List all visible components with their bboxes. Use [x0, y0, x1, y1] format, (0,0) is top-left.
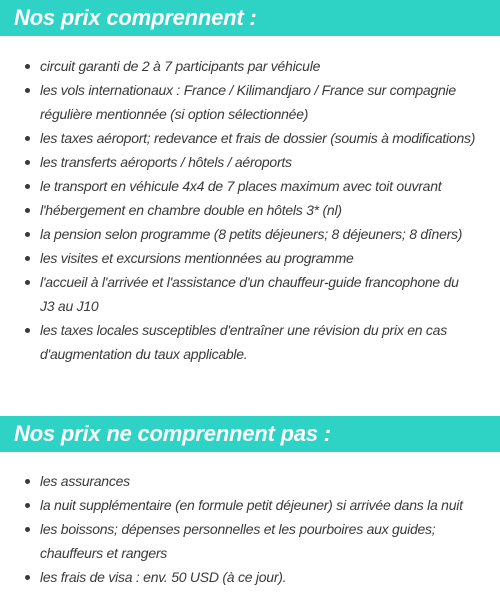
list-item-text: les boissons; dépenses personnelles et les pourboires aux guides;	[40, 521, 436, 537]
bullet-icon	[25, 280, 30, 285]
list-item	[0, 565, 500, 589]
list-item-text: circuit garanti de 2 à 7 participants par véhicule	[40, 58, 321, 74]
list-item-text: régulière mentionnée (si option sélectionnée)	[40, 106, 309, 122]
list-item	[0, 150, 500, 174]
bullet-icon	[25, 88, 30, 93]
bullet-icon	[25, 575, 30, 580]
list-item	[0, 198, 500, 222]
list-item-text: les vols internationaux : France / Kilimandjaro / France sur compagnie	[40, 82, 456, 98]
list-item	[0, 54, 500, 78]
list-item	[0, 517, 500, 565]
bullet-icon	[25, 184, 30, 189]
list-item-text: les taxes aéroport; redevance et frais de dossier (soumis à modifications)	[40, 130, 476, 146]
list-item-text: les transferts aéroports / hôtels / aéroports	[40, 154, 292, 170]
list-item	[0, 270, 500, 318]
included-section-title: Nos prix comprennent :	[0, 0, 500, 36]
bullet-icon	[25, 160, 30, 165]
excluded-section-title: Nos prix ne comprennent pas :	[0, 416, 500, 452]
list-item-text: la nuit supplémentaire (en formule petit déjeuner) si arrivée dans la nuit	[40, 497, 463, 513]
bullet-icon	[25, 479, 30, 484]
list-item	[0, 493, 500, 517]
bullet-icon	[25, 64, 30, 69]
bullet-icon	[25, 256, 30, 261]
bullet-icon	[25, 328, 30, 333]
excluded-list	[0, 469, 500, 589]
list-item	[0, 78, 500, 126]
list-item-text: le transport en véhicule 4x4 de 7 places maximum avec toit ouvrant	[40, 178, 442, 194]
list-item-text: l'accueil à l'arrivée et l'assistance d'un chauffeur-guide francophone du	[40, 274, 459, 290]
list-item	[0, 222, 500, 246]
list-item-text: les visites et excursions mentionnées au programme	[40, 250, 354, 266]
included-list	[0, 54, 500, 366]
bullet-icon	[25, 208, 30, 213]
list-item-text: l'hébergement en chambre double en hôtels 3* (nl)	[40, 202, 342, 218]
list-item	[0, 318, 500, 366]
list-item-text: la pension selon programme (8 petits déjeuners; 8 déjeuners; 8 dîners)	[40, 226, 463, 242]
list-item-text: d'augmentation du taux applicable.	[40, 346, 248, 362]
bullet-icon	[25, 232, 30, 237]
list-item-text: J3 au J10	[40, 298, 99, 314]
list-item	[0, 174, 500, 198]
list-item	[0, 246, 500, 270]
bullet-icon	[25, 136, 30, 141]
list-item-text: les assurances	[40, 473, 130, 489]
list-item	[0, 126, 500, 150]
list-item-text: les taxes locales susceptibles d'entraîner une révision du prix en cas	[40, 322, 447, 338]
list-item	[0, 469, 500, 493]
bullet-icon	[25, 527, 30, 532]
list-item-text: les frais de visa : env. 50 USD (à ce jour).	[40, 569, 287, 585]
bullet-icon	[25, 503, 30, 508]
list-item-text: chauffeurs et rangers	[40, 545, 168, 561]
